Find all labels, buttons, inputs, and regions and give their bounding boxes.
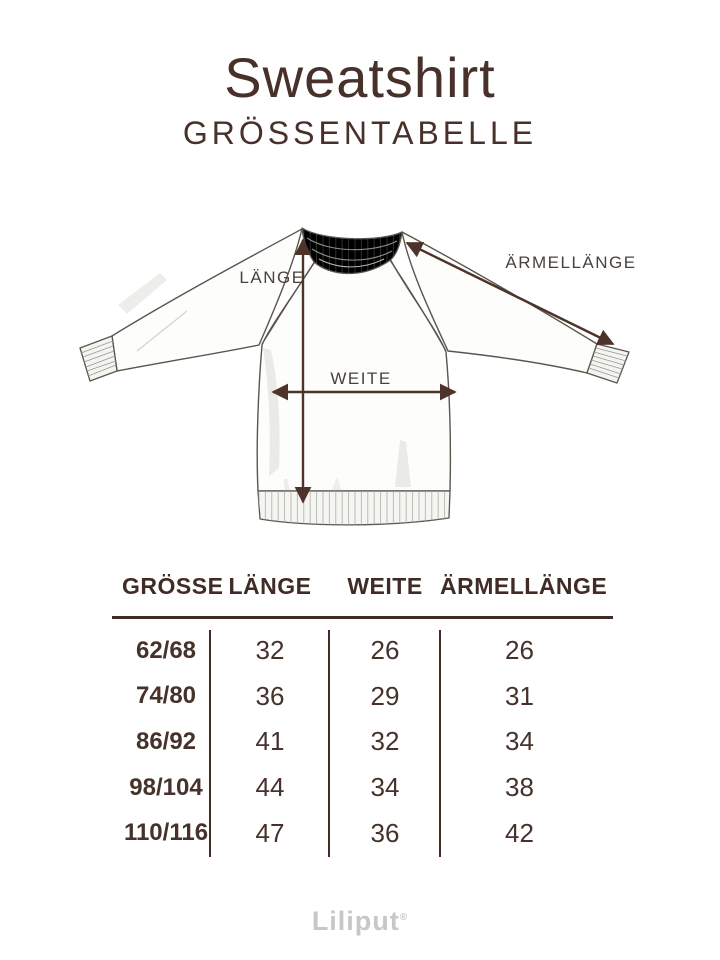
aermellaenge-cell: 38 — [505, 772, 534, 803]
column-header-groesse: GRÖSSE — [122, 573, 224, 599]
column-divider — [439, 630, 441, 857]
sweatshirt-diagram — [0, 180, 720, 550]
size-cell: 74/80 — [135, 682, 197, 710]
size-cell: 98/104 — [129, 773, 203, 801]
table-row — [112, 810, 613, 856]
brand-name: Liliput — [311, 906, 400, 936]
column-header-weite: WEITE — [347, 573, 423, 599]
laenge-cell: 32 — [255, 635, 285, 666]
weite-label: WEITE — [330, 369, 392, 388]
column-divider — [209, 630, 211, 857]
brand-logo — [0, 906, 720, 937]
laenge-cell: 47 — [255, 817, 285, 848]
column-header-laenge: LÄNGE — [228, 573, 312, 599]
column-header-aermellaenge: ÄRMELLÄNGE — [440, 573, 608, 599]
weite-cell: 34 — [370, 772, 400, 803]
laenge-cell: 36 — [255, 680, 285, 711]
page-subtitle: GRÖSSENTABELLE — [182, 115, 538, 151]
weite-cell: 29 — [370, 680, 400, 711]
laenge-label: LÄNGE — [239, 268, 305, 287]
size-cell: 62/68 — [135, 636, 197, 664]
sweatshirt-illustration — [0, 180, 720, 550]
table-row — [112, 765, 613, 811]
column-divider — [328, 630, 330, 857]
table-row — [112, 628, 613, 674]
table-row — [112, 719, 613, 765]
laenge-cell: 44 — [255, 772, 285, 803]
table-row — [112, 674, 613, 720]
size-cell: 110/116 — [123, 819, 209, 847]
laenge-cell: 41 — [255, 726, 285, 757]
header-rule — [112, 616, 613, 619]
aermellaenge-cell: 42 — [505, 817, 534, 848]
size-table-header — [112, 573, 613, 600]
weite-cell: 36 — [370, 817, 400, 848]
registered-mark: ® — [399, 912, 409, 923]
aermellaenge-label: ÄRMELLÄNGE — [505, 253, 637, 272]
aermellaenge-cell: 26 — [505, 635, 534, 666]
size-table-body — [112, 628, 613, 856]
page-title: Sweatshirt — [224, 46, 496, 109]
left-cuff — [80, 336, 117, 381]
weite-cell: 32 — [370, 726, 400, 757]
size-cell: 86/92 — [135, 727, 197, 755]
aermellaenge-cell: 31 — [505, 680, 534, 711]
weite-cell: 26 — [370, 635, 400, 666]
aermellaenge-cell: 34 — [505, 726, 534, 757]
